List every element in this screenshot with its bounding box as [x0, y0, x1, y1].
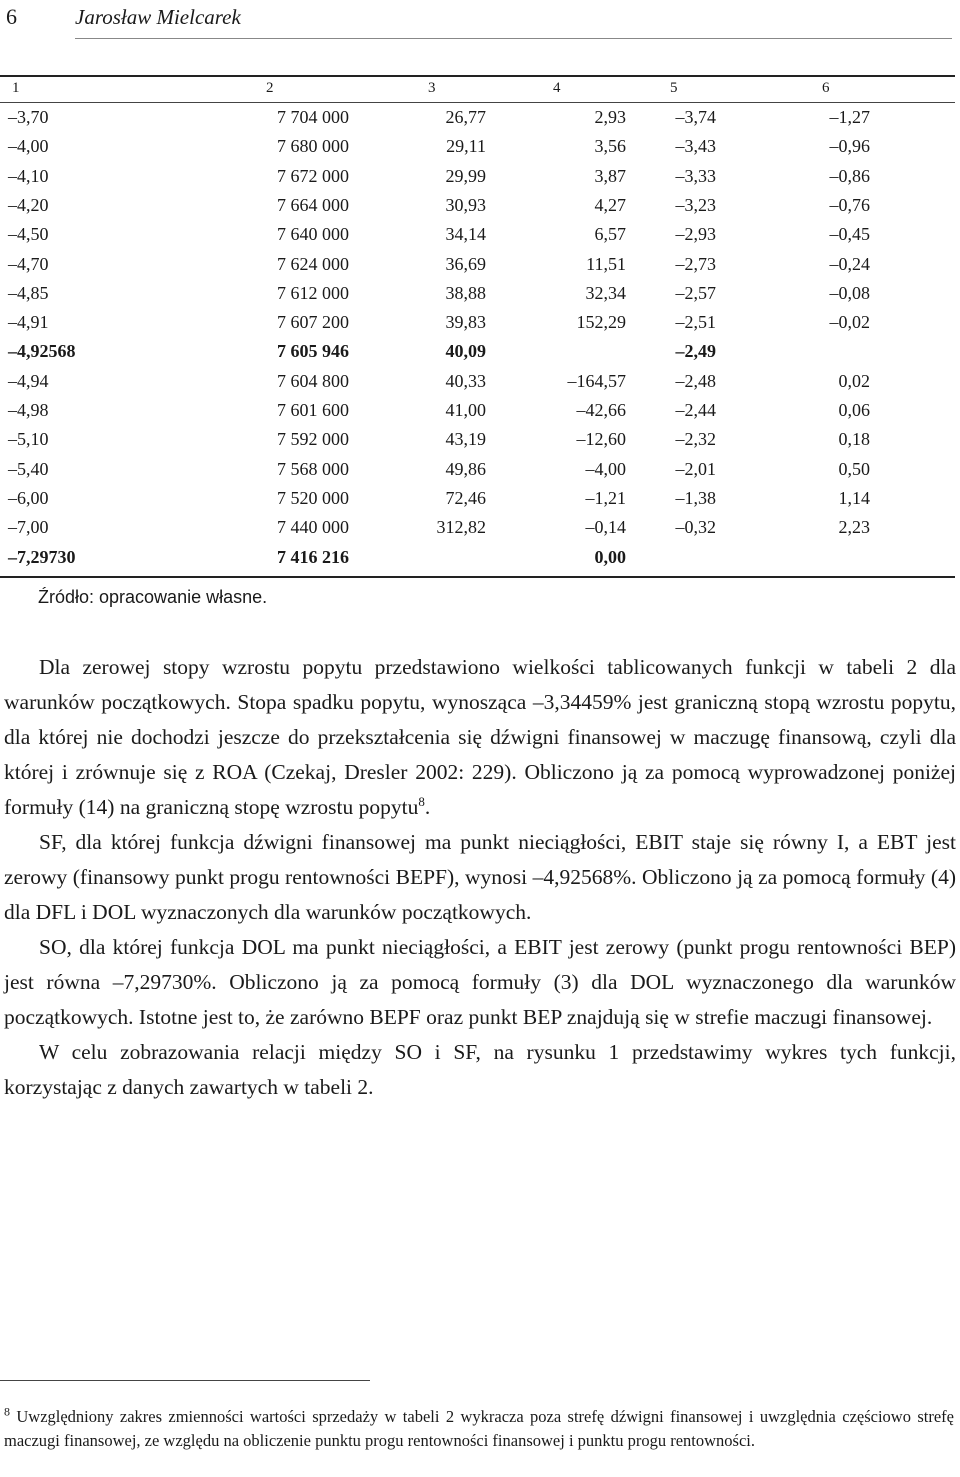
table-header-rule — [0, 102, 955, 103]
table-row — [0, 371, 960, 400]
paragraph-text: SO, dla której funkcja DOL ma punkt nieciągłości, a EBIT jest zerowy (punkt progu rentowności BEP) jest równa –7,29730%. Obliczono ją za pomocą formuły (3) dla DOL wyznaczonego dla warunków początkowych. Istotne jest to, że zarówno BEPF oraz punkt BEP znajdują się w strefie maczugi finansowej. — [4, 935, 956, 1029]
table-cell: –4,91 — [8, 312, 49, 333]
table-cell: 7 607 200 — [277, 312, 349, 333]
table-cell: –3,23 — [675, 194, 716, 215]
table-cell: 41,00 — [445, 400, 486, 420]
table-row — [0, 283, 960, 312]
table-cell: –2,57 — [675, 282, 716, 303]
table-cell: –0,08 — [829, 282, 870, 303]
table-cell: –0,14 — [585, 517, 626, 538]
table-cell: 7 592 000 — [277, 429, 349, 450]
table-cell: 7 440 000 — [277, 517, 349, 538]
table-cell: 2,93 — [594, 107, 626, 127]
table-cell: 7 605 946 — [277, 341, 349, 362]
table-cell: –3,74 — [675, 107, 716, 127]
table-row — [0, 517, 960, 546]
table-cell: 7 640 000 — [277, 224, 349, 245]
table-row — [0, 547, 960, 576]
table-cell: 72,46 — [445, 487, 486, 508]
table-cell: –0,45 — [829, 224, 870, 245]
table-cell: 2,23 — [838, 517, 870, 538]
table-cell: 7 612 000 — [277, 282, 349, 303]
column-header: 5 — [670, 80, 678, 96]
column-header: 6 — [822, 80, 830, 96]
footnote-text: Uwzględniony zakres zmienności wartości sprzedaży w tabeli 2 wykracza poza strefę dźwigni finansowej i uwzględnia częściowo strefę maczugi finansowej, ze względu na obliczenie punktu progu rentowności finansowej i punktu progu rentowności. — [4, 1407, 954, 1450]
table-cell: 36,69 — [445, 253, 486, 274]
table-cell: –6,00 — [8, 487, 49, 508]
table-cell: –4,70 — [8, 253, 49, 274]
body-paragraph — [4, 825, 956, 930]
table-row — [0, 312, 960, 341]
table-cell: –7,00 — [8, 517, 49, 538]
table-row — [0, 224, 960, 253]
table-bottom-rule — [0, 576, 955, 578]
table-cell: –3,70 — [8, 107, 49, 127]
table-cell: 26,77 — [445, 107, 486, 127]
table-cell: –0,76 — [829, 194, 870, 215]
table-row — [0, 195, 960, 224]
table-cell: –4,00 — [8, 136, 49, 157]
running-head: Jarosław Mielcarek — [75, 5, 241, 29]
column-header: 4 — [553, 80, 561, 96]
body-paragraph — [4, 930, 956, 1035]
table-cell: –0,86 — [829, 165, 870, 186]
table-cell: 7 601 600 — [277, 400, 349, 420]
table-row — [0, 107, 960, 136]
table-cell: 43,19 — [445, 429, 486, 450]
table-cell: 7 672 000 — [277, 165, 349, 186]
table-cell: 7 520 000 — [277, 487, 349, 508]
table-cell: 0,50 — [838, 458, 870, 479]
table-cell: –42,66 — [576, 400, 626, 420]
table-cell: –1,27 — [829, 107, 870, 127]
table-source-note: Źródło: opracowanie własne. — [38, 587, 268, 607]
table-cell: 1,14 — [838, 487, 870, 508]
table-header-row — [0, 80, 960, 102]
table-row — [0, 429, 960, 458]
table-cell: 7 704 000 — [277, 107, 349, 127]
table-cell: –2,93 — [675, 224, 716, 245]
table-cell: 0,18 — [838, 429, 870, 450]
table-cell: –2,73 — [675, 253, 716, 274]
table-cell: –2,49 — [675, 341, 716, 362]
table-cell: 7 680 000 — [277, 136, 349, 157]
table-cell: –0,32 — [675, 517, 716, 538]
table-cell: –4,94 — [8, 370, 49, 391]
table-row — [0, 341, 960, 370]
table-cell: 40,33 — [445, 370, 486, 391]
table-row — [0, 166, 960, 195]
column-header: 3 — [428, 80, 436, 96]
table-cell: –12,60 — [576, 429, 626, 450]
table-cell: 0,06 — [838, 400, 870, 420]
table-row — [0, 136, 960, 165]
table-cell: 7 624 000 — [277, 253, 349, 274]
column-header: 2 — [266, 80, 274, 96]
table-cell: 312,82 — [436, 517, 486, 538]
table-cell: –164,57 — [567, 370, 626, 391]
paragraph-text: Dla zerowej stopy wzrostu popytu przedstawiono wielkości tablicowanych funkcji w tabeli 2 dla warunków początkowych. Stopa spadku popytu, wynosząca –3,34459% jest graniczną stopą wzrostu popytu, dla której nie dochodzi jeszcze do przekształcenia się dźwigni finansowej w maczugę finansową, czyli dla której i zrównuje się z ROA (Czekaj, Dresler 2002: 229). Obliczono ją za pomocą wyprowadzonej poniżej formuły (14) na graniczną stopę wzrostu popytu — [4, 655, 956, 819]
table-cell: –4,85 — [8, 282, 49, 303]
page-number: 6 — [6, 4, 17, 29]
column-header: 1 — [12, 80, 20, 96]
footnote-marker: 8 — [4, 1404, 10, 1419]
table-cell: 6,57 — [594, 224, 626, 245]
table-cell: 40,09 — [445, 341, 486, 362]
table-row — [0, 459, 960, 488]
table-cell: –0,24 — [829, 253, 870, 274]
footnote — [4, 1405, 954, 1453]
table-cell: 0,02 — [838, 370, 870, 391]
paragraph-text: W celu zobrazowania relacji między SO i SF, na rysunku 1 przedstawimy wykres tych funkcji, korzystając z danych zawartych w tabeli 2. — [4, 1040, 956, 1099]
table-cell: –2,48 — [675, 370, 716, 391]
table-cell: –4,98 — [8, 400, 49, 420]
table-cell: 11,51 — [586, 253, 626, 274]
table-cell: 4,27 — [594, 194, 626, 215]
table-cell: 7 568 000 — [277, 458, 349, 479]
paragraph-text: SF, dla której funkcja dźwigni finansowej ma punkt nieciągłości, EBIT staje się równy I, a EBT jest zerowy (finansowy punkt progu rentowności BEPF), wynosi –4,92568%. Obliczono ją za pomocą formuły (4) dla DFL i DOL wyznaczonych dla warunków początkowych. — [4, 830, 956, 924]
body-paragraph — [4, 650, 956, 825]
table-cell: –5,40 — [8, 458, 49, 479]
table-cell: –0,96 — [829, 136, 870, 157]
table-cell: 152,29 — [576, 312, 626, 333]
table-cell: 29,11 — [446, 136, 486, 157]
footnote-reference: 8 — [418, 793, 425, 809]
table-row — [0, 488, 960, 517]
table-row — [0, 254, 960, 283]
table-cell: –3,33 — [675, 165, 716, 186]
table-cell: 39,83 — [445, 312, 486, 333]
table-cell: –4,92568 — [8, 341, 76, 362]
table-cell: 30,93 — [445, 194, 486, 215]
table-cell: –4,50 — [8, 224, 49, 245]
table-cell: –0,02 — [829, 312, 870, 333]
table-cell: 34,14 — [445, 224, 486, 245]
table-cell: –2,01 — [675, 458, 716, 479]
table-cell: –5,10 — [8, 429, 49, 450]
table-cell: –2,51 — [675, 312, 716, 333]
table-cell: 7 604 800 — [277, 370, 349, 391]
table-cell: 0,00 — [594, 546, 626, 567]
table-cell: 7 416 216 — [277, 546, 349, 567]
paragraph-tail: . — [424, 795, 431, 819]
body-paragraph — [4, 1035, 956, 1105]
table-cell: –1,21 — [585, 487, 626, 508]
table-cell: –3,43 — [675, 136, 716, 157]
table-cell: –7,29730 — [8, 546, 76, 567]
table-cell: –2,32 — [675, 429, 716, 450]
table-cell: 3,87 — [594, 165, 626, 186]
table-cell: –2,44 — [675, 400, 716, 420]
table-cell: 29,99 — [445, 165, 486, 186]
table-cell: 49,86 — [445, 458, 486, 479]
table-cell: 3,56 — [594, 136, 626, 157]
table-cell: 32,34 — [585, 282, 626, 303]
body-text — [4, 650, 956, 1105]
table-cell: –1,38 — [675, 487, 716, 508]
header-rule — [75, 38, 952, 39]
table-cell: –4,00 — [585, 458, 626, 479]
table-row — [0, 400, 960, 429]
table-cell: –4,20 — [8, 194, 49, 215]
table-cell: –4,10 — [8, 165, 49, 186]
footnote-rule — [0, 1380, 370, 1381]
table-cell: 38,88 — [445, 282, 486, 303]
table-top-rule — [0, 75, 955, 77]
table-cell: 7 664 000 — [277, 194, 349, 215]
page-header — [0, 0, 960, 40]
